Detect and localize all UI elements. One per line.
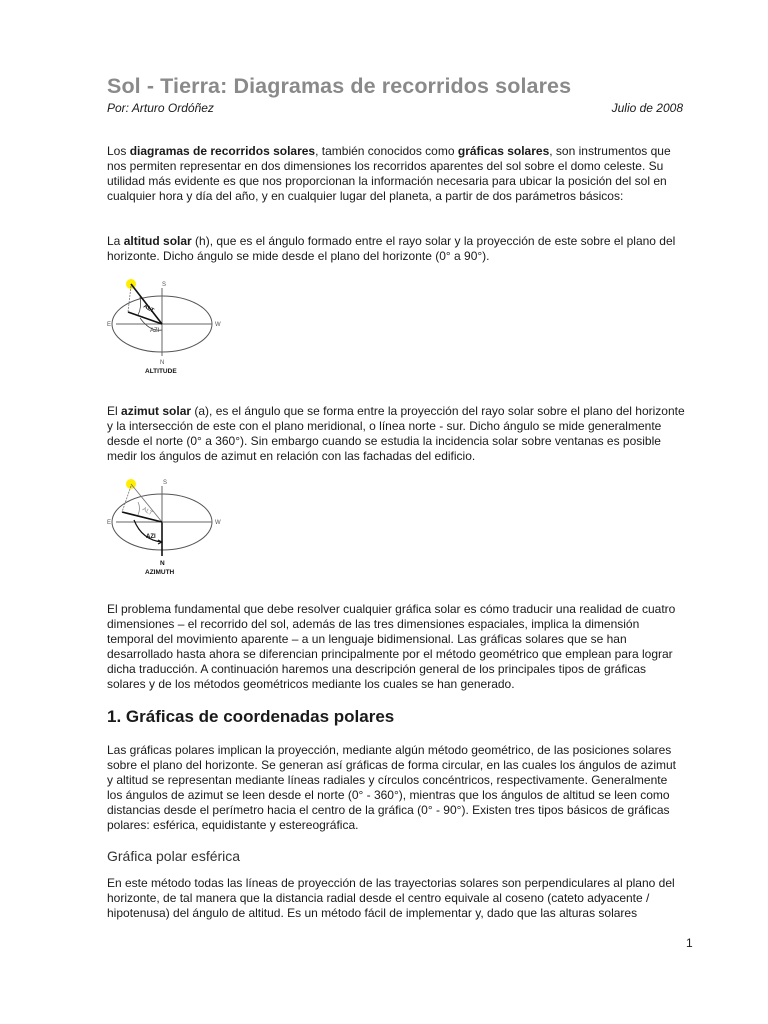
north-label: N [160, 560, 165, 567]
altitude-text-1: La [107, 234, 124, 248]
intro-bold-2: gráficas solares [457, 144, 550, 158]
azimuth-text-2: (a), es el ángulo que se forma entre la proyección del rayo solar sobre el plano del horizonte y la intersección de este con el plano meridional, o línea norte - sur. Dicho ángulo se mide generalmente desde el norte (0° a 360°). Sin embargo cuando se estudia la incidencia solar sobre ventanas es posible medir los ángulos de azimut en relación con las fachadas del edificio. [107, 404, 685, 463]
subsection-heading: Gráfica polar esférica [107, 848, 241, 864]
section-paragraph: Las gráficas polares implican la proyección, mediante algún método geométrico, de las posiciones solares sobre el plano del horizonte. Se generan así gráficas de forma circular, en las cuales los ángulos de azimut y altitud se representan mediante líneas radiales y círculos concéntricos, respectivamente. Generalmente los ángulos de azimut se leen desde el norte (0° - 360°), mientras que los ángulos de altitud se leen como distancias desde el perímetro hacia el centro de la gráfica (0° - 90°). Existen tres tipos básicos de gráficas polares: esférica, equidistante y estereográfica. [107, 743, 676, 832]
intro-text-3: , son instrumentos que nos permiten representar en dos dimensiones los recorridos aparentes del sol sobre el domo celeste. Su utilidad más evidente es que nos proporcionan la información necesaria para ubicar la posición del sol en cualquier hora y día del año, y en cualquier lugar del planeta, a partir de dos parámetros básicos: [107, 144, 671, 203]
page-number: 1 [686, 936, 693, 950]
south-label: S [162, 282, 167, 288]
azimuth-diagram [100, 476, 240, 578]
byline [107, 101, 683, 115]
altitude-bold: altitud solar [123, 234, 192, 248]
east-label: E [107, 520, 112, 526]
azi-label: AZI [150, 328, 160, 334]
intro-text-1: Los [107, 144, 130, 158]
author: Por: Arturo Ordóñez [107, 101, 214, 115]
azimuth-bold: azimut solar [121, 404, 192, 418]
altitude-diagram [100, 274, 240, 376]
north-label: N [160, 360, 165, 366]
document-date: Julio de 2008 [611, 101, 683, 115]
altitude-text-2: (h), que es el ángulo formado entre el rayo solar y la proyección de este sobre el plano del horizonte. Dicho ángulo se mide desde el plano del horizonte (0° a 90°). [107, 234, 676, 263]
intro-text-2: , también conocidos como [315, 144, 458, 158]
azi-label: AZI [146, 534, 156, 540]
west-label: W [215, 322, 221, 328]
azimuth-caption: AZIMUTH [145, 569, 175, 576]
azimuth-paragraph [107, 404, 685, 464]
intro-bold-1: diagramas de recorridos solares [129, 144, 316, 158]
east-label: E [107, 322, 112, 328]
subsection-paragraph: En este método todas las líneas de proyección de las trayectorias solares son perpendiculares al plano del horizonte, de tal manera que la distancia radial desde el centro equivale al coseno (cateto adyacente / hipotenusa) del ángulo de altitud. Es un método fácil de implementar y, dado que las alturas solares [107, 876, 675, 920]
section-heading: 1. Gráficas de coordenadas polares [107, 707, 395, 726]
altitude-caption: ALTITUDE [145, 368, 177, 375]
document-title: Sol - Tierra: Diagramas de recorridos solares [107, 74, 572, 98]
alt-label: ALT [142, 303, 155, 315]
west-label: W [215, 520, 221, 526]
azimuth-text-1: El [107, 404, 122, 418]
south-label: S [163, 480, 168, 486]
intro-paragraph [107, 144, 685, 204]
alt-label: ALT [141, 506, 154, 518]
problem-paragraph: El problema fundamental que debe resolver cualquier gráfica solar es cómo traducir una realidad de cuatro dimensiones – el recorrido del sol, además de las tres dimensiones espaciales, implica la dimensión temporal del movimiento aparente – a un lenguaje bidimensional. Las gráficas solares que se han desarrollado hasta ahora se diferencian principalmente por el método geométrico que emplean para lograr dicha traducción. A continuación haremos una descripción general de los principales tipos de gráficas solares y de los métodos geométricos mediante los cuales se han generado. [107, 602, 676, 691]
altitude-paragraph [107, 234, 685, 264]
